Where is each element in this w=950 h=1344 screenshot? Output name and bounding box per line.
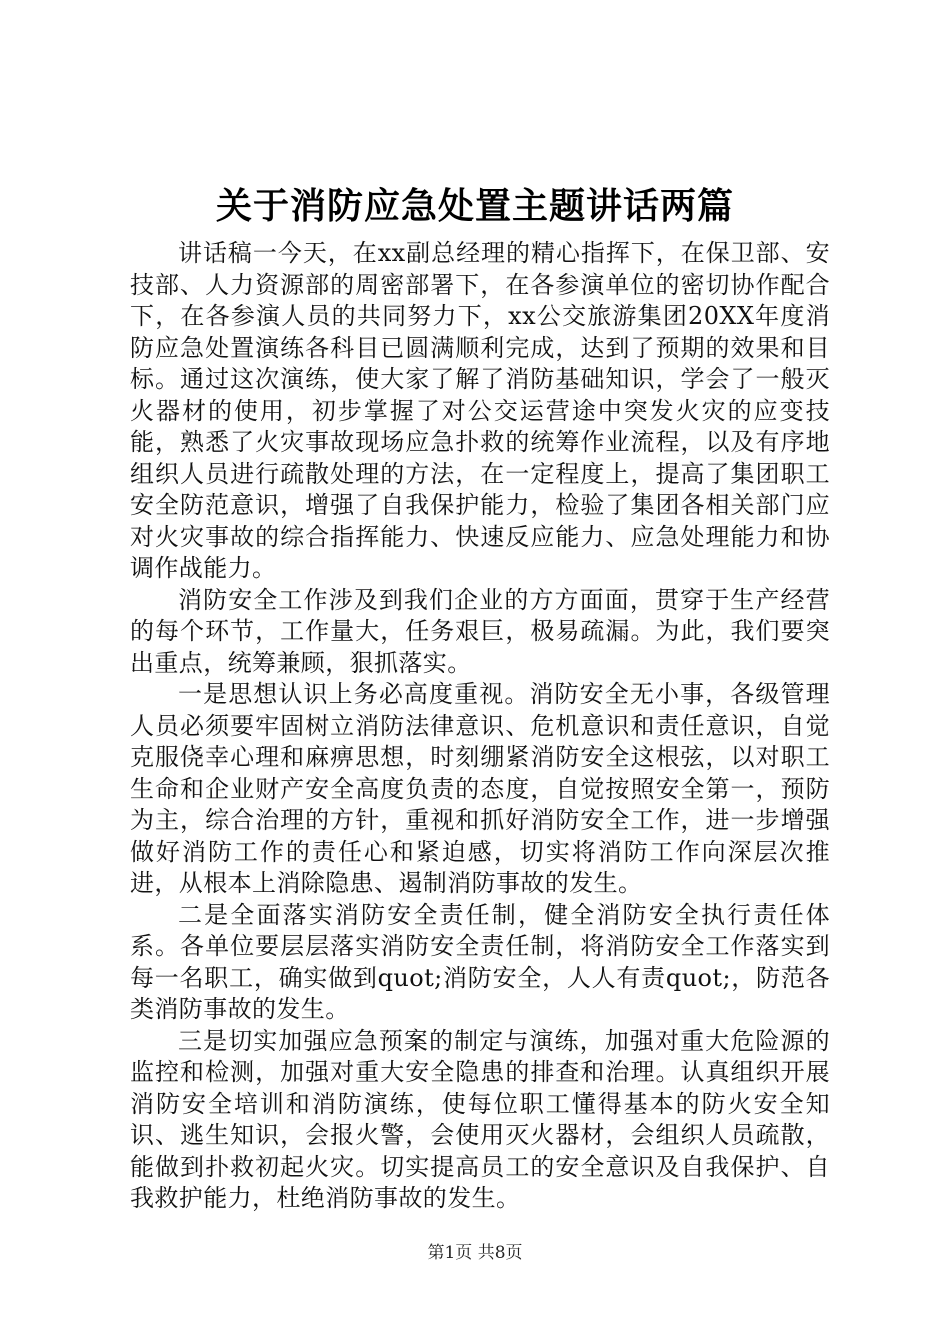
paragraph-3: 一是思想认识上务必高度重视。消防安全无小事，各级管理人员必须要牢固树立消防法律意识、危机意识和责任意识，自觉克服侥幸心理和麻痹思想，时刻绷紧消防安全这根弦，以对职工生命和企业财产安全高度负责的态度，自觉按照安全第一，预防为主，综合治理的方针，重视和抓好消防安全工作，进一步增强做好消防工作的责任心和紧迫感，切实将消防工作向深层次推进，从根本上消除隐患、遏制消防事故的发生。 (130, 680, 830, 897)
document-body (130, 238, 830, 1215)
page-number-footer: 第1页 共8页 (427, 1243, 523, 1263)
paragraph-1: 讲话稿一今天，在xx副总经理的精心指挥下，在保卫部、安技部、人力资源部的周密部署下，在各参演单位的密切协作配合下，在各参演人员的共同努力下，xx公交旅游集团20XX年度消防应急处置演练各科目已圆满顺利完成，达到了预期的效果和目标。通过这次演练，使大家了解了消防基础知识，学会了一般灭火器材的使用，初步掌握了对公交运营途中突发火灾的应变技能，熟悉了火灾事故现场应急扑救的统筹作业流程，以及有序地组织人员进行疏散处理的方法，在一定程度上，提高了集团职工安全防范意识，增强了自我保护能力，检验了集团各相关部门应对火灾事故的综合指挥能力、快速反应能力、应急处理能力和协调作战能力。 (130, 239, 830, 582)
paragraph-5: 三是切实加强应急预案的制定与演练，加强对重大危险源的监控和检测，加强对重大安全隐患的排查和治理。认真组织开展消防安全培训和消防演练，使每位职工懂得基本的防火安全知识、逃生知识，会报火警，会使用灭火器材，会组织人员疏散，能做到扑救初起火灾。切实提高员工的安全意识及自我保护、自我救护能力，杜绝消防事故的发生。 (130, 1026, 830, 1212)
document-title: 关于消防应急处置主题讲话两篇 (215, 185, 734, 228)
paragraph-2: 消防安全工作涉及到我们企业的方方面面，贯穿于生产经营的每个环节，工作量大，任务艰巨，极易疏漏。为此，我们要突出重点，统筹兼顾，狠抓落实。 (130, 585, 830, 677)
paragraph-4: 二是全面落实消防安全责任制，健全消防安全执行责任体系。各单位要层层落实消防安全责任制，将消防安全工作落实到每一名职工，确实做到quot;消防安全，人人有责quot;，防范各类消防事故的发生。 (130, 900, 830, 1023)
